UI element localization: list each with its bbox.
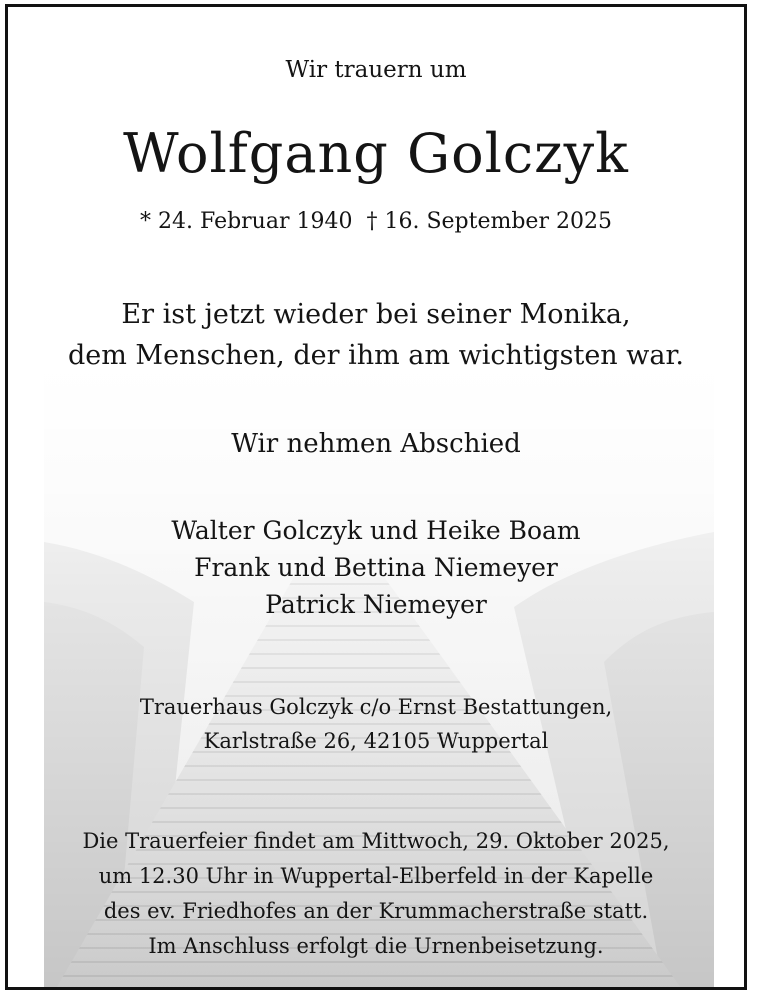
service-info-line: Die Trauerfeier findet am Mittwoch, 29. Oktober 2025, xyxy=(82,829,670,853)
mourner-line: Patrick Niemeyer xyxy=(265,590,487,619)
mourning-house-line: Trauerhaus Golczyk c/o Ernst Bestattungen, xyxy=(139,695,613,719)
deceased-name: Wolfgang Golczyk xyxy=(123,122,629,185)
obituary-frame xyxy=(5,4,747,990)
quote-line: dem Menschen, der ihm am wichtigsten war. xyxy=(67,340,685,371)
service-info-line: Im Anschluss erfolgt die Urnenbeisetzung. xyxy=(148,934,604,958)
farewell-text: Wir nehmen Abschied xyxy=(231,429,521,459)
service-info-line: des ev. Friedhofes an der Krummacherstraße statt. xyxy=(103,899,649,923)
quote-line: Er ist jetzt wieder bei seiner Monika, xyxy=(121,299,631,330)
death-date: † 16. September 2025 xyxy=(366,209,612,234)
intro-text: Wir trauern um xyxy=(285,57,467,83)
mourner-line: Frank und Bettina Niemeyer xyxy=(194,553,558,582)
service-info-line: um 12.30 Uhr in Wuppertal-Elberfeld in der Kapelle xyxy=(98,864,654,888)
mourning-house-line: Karlstraße 26, 42105 Wuppertal xyxy=(203,729,549,753)
birth-date: * 24. Februar 1940 xyxy=(140,209,353,234)
life-dates xyxy=(8,209,744,234)
mourner-line: Walter Golczyk und Heike Boam xyxy=(171,516,581,545)
